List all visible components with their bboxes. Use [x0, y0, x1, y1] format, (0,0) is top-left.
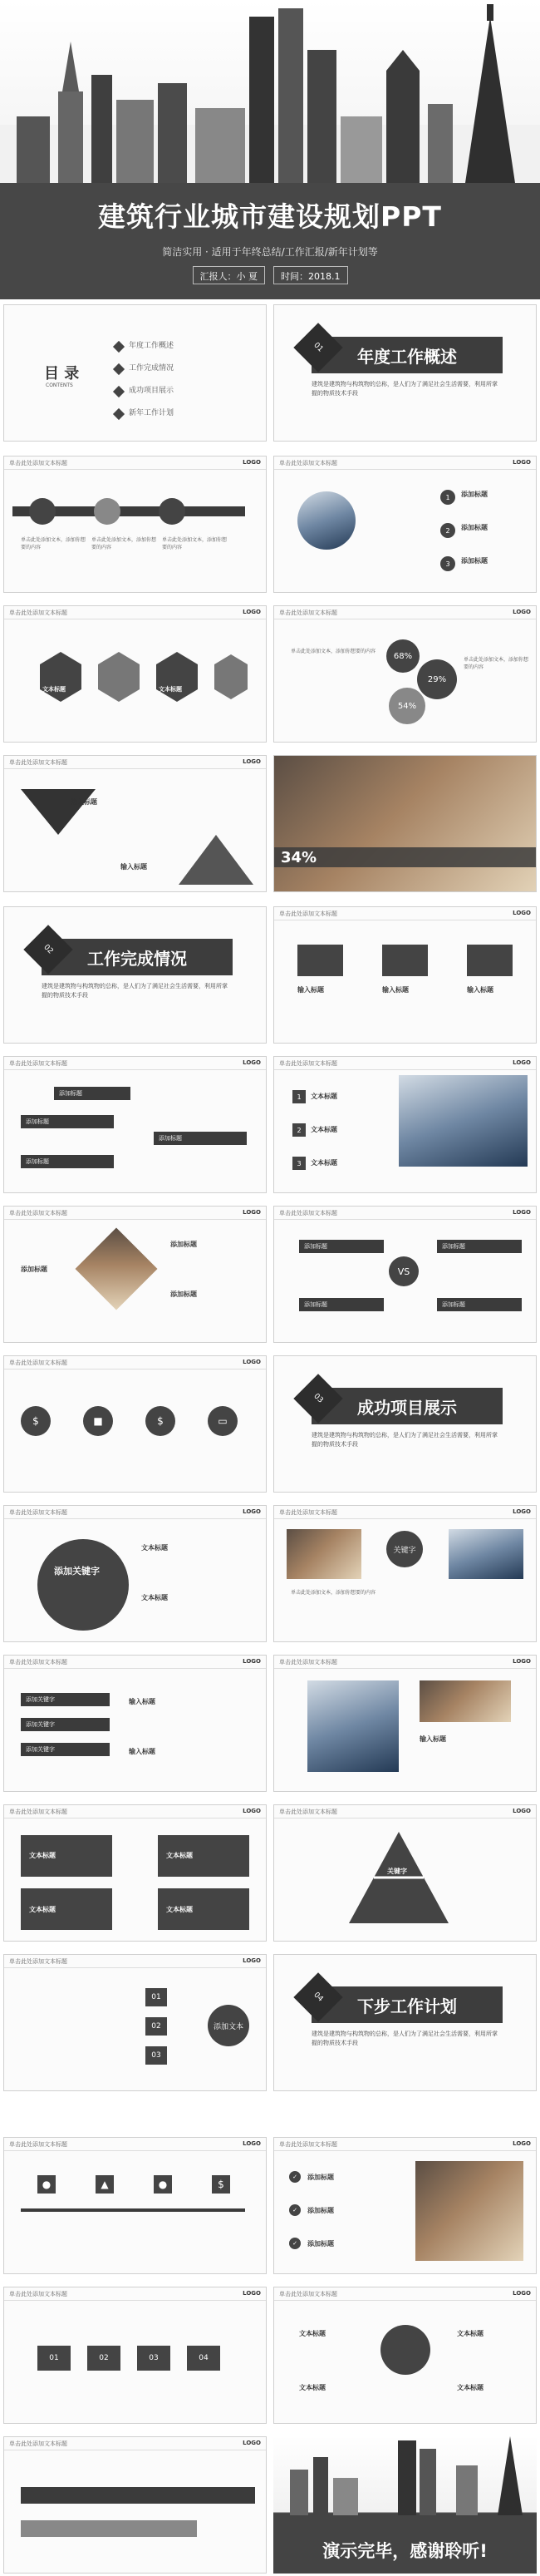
title-ribbon: 添加标题 [154, 1132, 247, 1145]
closing-slide [273, 2436, 537, 2574]
slide-header: 单击此处添加文本标题 [4, 1506, 266, 1519]
logo: LOGO [513, 2290, 531, 2297]
slide-row-14 [0, 2287, 540, 2424]
section-title-banner: 下步工作计划 [312, 1986, 503, 2023]
content-slide [273, 456, 537, 593]
hexagon-group [19, 648, 252, 714]
logo: LOGO [243, 1957, 261, 1964]
slide-header: 单击此处添加文本标题 [274, 456, 536, 470]
content-slide [3, 1804, 267, 1942]
section-1-slide [273, 304, 537, 442]
cover-subtitle: 简洁实用 · 适用于年终总结/工作汇报/新年计划等 [162, 246, 378, 258]
body-text: 单击此处添加文本，添加你想要的内容 [91, 537, 157, 550]
chevron-step: 04 [187, 2346, 220, 2371]
item-title: 文本标题 [457, 2384, 484, 2391]
percent-circle: 54% [389, 688, 425, 724]
slide-header: 单击此处添加文本标题 [4, 1805, 266, 1818]
section-number: 04 [293, 1972, 342, 2021]
slide-row-11 [0, 1804, 540, 1942]
content-slide [3, 1505, 267, 1642]
step-number: 02 [145, 2017, 167, 2036]
percent-circle: 68% [386, 639, 420, 673]
slide-header: 单击此处添加文本标题 [4, 2287, 266, 2301]
toc-item-4: 新年工作计划 [129, 409, 174, 417]
section-description: 建筑是建筑物与构筑物的总称，是人们为了满足社会生活需要，利用所掌握的物质技术手段 [312, 2031, 498, 2046]
check-icon: ✓ [289, 2238, 301, 2249]
slide-row-2 [0, 456, 540, 593]
item-title: 文本标题 [311, 1126, 337, 1133]
step-number: 2 [292, 1123, 306, 1137]
chevron-step: 01 [37, 2346, 71, 2371]
building-photo [297, 491, 356, 550]
item-title: 文本标题 [311, 1093, 337, 1100]
content-slide [273, 1206, 537, 1343]
highlight-text: 添加关键字 [54, 1566, 100, 1577]
diamond-icon [113, 341, 125, 353]
logo: LOGO [243, 758, 261, 765]
slide-header: 单击此处添加文本标题 [274, 2287, 536, 2301]
logo: LOGO [243, 459, 261, 466]
content-slide [3, 2436, 267, 2574]
content-slide [3, 755, 267, 892]
logo: LOGO [513, 1808, 531, 1814]
body-text: 单击此处添加文本，添加你想要的内容 [464, 657, 529, 670]
content-slide [273, 1505, 537, 1642]
item-title: 输入标题 [297, 986, 324, 994]
item-title: 文本标题 [141, 1544, 168, 1552]
logo: LOGO [243, 609, 261, 615]
item-title: 添加标题 [461, 491, 488, 498]
content-slide [3, 2287, 267, 2424]
content-slide [3, 1206, 267, 1343]
add-text-circle: 添加文本 [208, 2005, 249, 2046]
chevron-step: 02 [87, 2346, 120, 2371]
check-icon: ✓ [289, 2204, 301, 2216]
icon-tile [297, 945, 343, 976]
toc-slide [3, 304, 267, 442]
flower-photo [415, 2161, 523, 2261]
item-title: 添加标题 [170, 1290, 197, 1298]
item-title: 输入标题 [467, 986, 493, 994]
slide-header: 单击此处添加文本标题 [4, 2138, 266, 2151]
team-icon: ● [154, 2175, 172, 2194]
content-slide [3, 1655, 267, 1792]
slide-row-1 [0, 304, 540, 442]
card-icon: ▭ [208, 1406, 238, 1436]
slide-header: 单击此处添加文本标题 [4, 756, 266, 769]
item-title: 输入标题 [382, 986, 409, 994]
item-title: 文本标题 [457, 2330, 484, 2337]
money-bag-icon: $ [21, 1406, 51, 1436]
item-title: 添加标题 [307, 2240, 334, 2248]
slide-row-6 [0, 1056, 540, 1193]
card-title: 文本标题 [29, 1852, 56, 1859]
step-number: 01 [145, 1988, 167, 2006]
body-text: 单击此处添加文本，添加你想要的内容 [291, 649, 376, 654]
slide-header: 单击此处添加文本标题 [274, 1057, 536, 1070]
people-row [21, 2487, 255, 2504]
logo: LOGO [513, 609, 531, 615]
logo: LOGO [513, 1508, 531, 1515]
slide-header: 单击此处添加文本标题 [274, 1506, 536, 1519]
logo: LOGO [243, 1808, 261, 1814]
diamond-photo [76, 1228, 158, 1310]
interior-photo [274, 756, 537, 892]
content-slide [273, 1056, 537, 1193]
item-title: 添加标题 [307, 2207, 334, 2214]
trophy-icon: ▲ [96, 2175, 114, 2194]
city-skyline-illustration [0, 0, 540, 183]
content-slide [3, 1056, 267, 1193]
content-slide [3, 605, 267, 743]
slide-row-10 [0, 1655, 540, 1792]
slide-header: 单击此处添加文本标题 [4, 1955, 266, 1968]
cover-slide [0, 0, 540, 299]
step-number: 3 [440, 556, 455, 571]
keyword-circle: 关键字 [386, 1531, 423, 1567]
content-slide [273, 605, 537, 743]
node-circle [94, 498, 120, 525]
card-title: 文本标题 [166, 1852, 193, 1859]
logo: LOGO [243, 1209, 261, 1216]
node-circle [29, 498, 56, 525]
section-title-banner: 成功项目展示 [312, 1388, 503, 1424]
diamond-icon [113, 408, 125, 420]
item-title: 添加标题 [21, 1266, 47, 1273]
train-icon: ■ [83, 1406, 113, 1436]
item-title: 输入标题 [420, 1735, 446, 1743]
toc-subtitle: CONTENTS [46, 382, 73, 388]
cover-meta [166, 266, 374, 284]
title-ribbon: 添加标题 [21, 1115, 114, 1128]
step-number: 03 [145, 2046, 167, 2065]
content-slide [3, 1355, 267, 1493]
item-title: 添加标题 [461, 557, 488, 565]
title-ribbon: 添加标题 [299, 1298, 384, 1311]
slide-row-9 [0, 1505, 540, 1642]
item-title: 添加标题 [461, 524, 488, 531]
dollar-icon: $ [145, 1406, 175, 1436]
slide-header: 单击此处添加文本标题 [4, 2437, 266, 2450]
node-circle [159, 498, 185, 525]
title-ribbon: 添加标题 [437, 1298, 522, 1311]
title-ribbon: 添加标题 [437, 1240, 522, 1253]
slide-header: 单击此处添加文本标题 [274, 1207, 536, 1220]
section-3-slide [273, 1355, 537, 1493]
title-ribbon: 添加标题 [299, 1240, 384, 1253]
item-title: 输入标题 [129, 1748, 155, 1755]
city-skyline-illustration [273, 2436, 537, 2515]
toc-item-2: 工作完成情况 [129, 364, 174, 373]
content-slide [273, 1804, 537, 1942]
keyword-ribbon: 添加关键字 [21, 1718, 110, 1731]
percent-circle: 29% [417, 659, 457, 699]
section-description: 建筑是建筑物与构筑物的总称，是人们为了满足社会生活需要，利用所掌握的物质技术手段 [312, 1432, 498, 1448]
content-slide [273, 2137, 537, 2274]
slide-row-3 [0, 605, 540, 743]
people-row [21, 2520, 197, 2537]
money-icon: $ [212, 2175, 230, 2194]
item-title: 文本标题 [141, 1594, 168, 1601]
content-slide [3, 2137, 267, 2274]
body-text: 单击此处添加文本，添加你想要的内容 [291, 1590, 376, 1596]
logo: LOGO [243, 2290, 261, 2297]
step-number: 3 [292, 1157, 306, 1170]
slide-header: 单击此处添加文本标题 [274, 2138, 536, 2151]
half-circle-shape [37, 1539, 129, 1631]
slide-header: 单击此处添加文本标题 [274, 1656, 536, 1669]
date-label: 时间：2018.1 [273, 266, 348, 284]
logo: LOGO [513, 1059, 531, 1066]
cover-title: 建筑行业城市建设规划PPT [98, 200, 442, 233]
lightbulb-icon [380, 2325, 430, 2375]
content-slide [273, 1655, 537, 1792]
hexagon-label: 文本标题 [42, 686, 66, 693]
reporter-label: 汇报人：小 夏 [193, 266, 266, 284]
slide-row-8 [0, 1355, 540, 1493]
closing-title: 演示完毕，感谢聆听! [322, 2541, 488, 2561]
logo: LOGO [243, 1359, 261, 1365]
slide-header: 单击此处添加文本标题 [4, 1356, 266, 1369]
keyword-ribbon: 添加关键字 [21, 1743, 110, 1756]
photo [449, 1529, 523, 1579]
logo: LOGO [243, 2140, 261, 2147]
icon-tile [467, 945, 513, 976]
slide-row-5 [0, 906, 540, 1044]
slide-header: 单击此处添加文本标题 [4, 1057, 266, 1070]
logo: LOGO [243, 1508, 261, 1515]
content-slide [3, 1954, 267, 2091]
item-title: 文本标题 [299, 2330, 326, 2337]
slide-row-end [3, 2436, 537, 2574]
item-title: 文本标题 [311, 1159, 337, 1167]
section-2-slide [3, 906, 267, 1044]
toc-title: 目 录 [44, 365, 80, 382]
percent-label: 34% [281, 849, 317, 866]
content-slide [273, 2287, 537, 2424]
slide-header: 单击此处添加文本标题 [4, 1207, 266, 1220]
keyword-ribbon: 添加关键字 [21, 1693, 110, 1706]
section-number: 02 [23, 925, 72, 974]
user-icon: ● [37, 2175, 56, 2194]
desk-photo [420, 1680, 511, 1722]
card-title: 文本标题 [166, 1906, 193, 1913]
item-title: 输入标题 [71, 798, 97, 806]
slide-header: 单击此处添加文本标题 [274, 1805, 536, 1818]
logo: LOGO [243, 1059, 261, 1066]
content-slide [273, 906, 537, 1044]
step-number: 1 [292, 1090, 306, 1103]
photo [287, 1529, 361, 1579]
vs-circle: VS [389, 1256, 419, 1286]
section-4-slide [273, 1954, 537, 2091]
slide-header: 单击此处添加文本标题 [274, 606, 536, 619]
section-number: 03 [293, 1374, 342, 1423]
slide-header: 单击此处添加文本标题 [4, 456, 266, 470]
pyramid-label: 关键字 [387, 1868, 407, 1875]
step-number: 2 [440, 523, 455, 538]
card-title: 文本标题 [29, 1906, 56, 1913]
hexagon-label: 文本标题 [159, 686, 182, 693]
slide-row-4 [0, 755, 540, 892]
logo: LOGO [513, 1209, 531, 1216]
slide-row-12 [0, 1954, 540, 2091]
chevron-step: 03 [137, 2346, 170, 2371]
logo: LOGO [243, 1658, 261, 1665]
item-title: 输入标题 [129, 1698, 155, 1705]
toc-item-3: 成功项目展示 [129, 387, 174, 395]
step-number: 1 [440, 490, 455, 505]
logo: LOGO [513, 1658, 531, 1665]
building-photo [399, 1075, 528, 1167]
section-title-banner: 工作完成情况 [42, 939, 233, 975]
section-description: 建筑是建筑物与构筑物的总称，是人们为了满足社会生活需要，利用所掌握的物质技术手段 [312, 381, 498, 397]
slide-row-7 [0, 1206, 540, 1343]
section-number: 01 [293, 323, 342, 372]
diamond-icon [113, 363, 125, 375]
toc-item-1: 年度工作概述 [129, 342, 174, 350]
title-ribbon: 添加标题 [21, 1155, 114, 1168]
item-title: 添加标题 [307, 2174, 334, 2181]
logo: LOGO [243, 2440, 261, 2446]
section-description: 建筑是建筑物与构筑物的总称，是人们为了满足社会生活需要，利用所掌握的物质技术手段 [42, 983, 228, 999]
logo: LOGO [513, 459, 531, 466]
content-slide [3, 456, 267, 593]
item-title: 输入标题 [120, 863, 147, 871]
photo-slide [273, 755, 537, 892]
pyramid-graphic [349, 1832, 449, 1923]
body-text: 单击此处添加文本，添加你想要的内容 [21, 537, 86, 550]
building-photo [307, 1680, 399, 1772]
slide-header: 单击此处添加文本标题 [4, 1656, 266, 1669]
body-text: 单击此处添加文本，添加你想要的内容 [162, 537, 228, 550]
section-title-banner: 年度工作概述 [312, 337, 503, 373]
logo: LOGO [513, 910, 531, 916]
triangle-graphic [21, 789, 253, 889]
slide-row-13 [0, 2137, 540, 2274]
title-ribbon: 添加标题 [54, 1087, 130, 1100]
timeline-line [21, 2208, 245, 2212]
check-icon: ✓ [289, 2171, 301, 2183]
item-title: 文本标题 [299, 2384, 326, 2391]
slide-header: 单击此处添加文本标题 [4, 606, 266, 619]
slide-header: 单击此处添加文本标题 [274, 907, 536, 920]
item-title: 添加标题 [170, 1241, 197, 1248]
icon-tile [382, 945, 428, 976]
diamond-icon [113, 386, 125, 397]
logo: LOGO [513, 2140, 531, 2147]
